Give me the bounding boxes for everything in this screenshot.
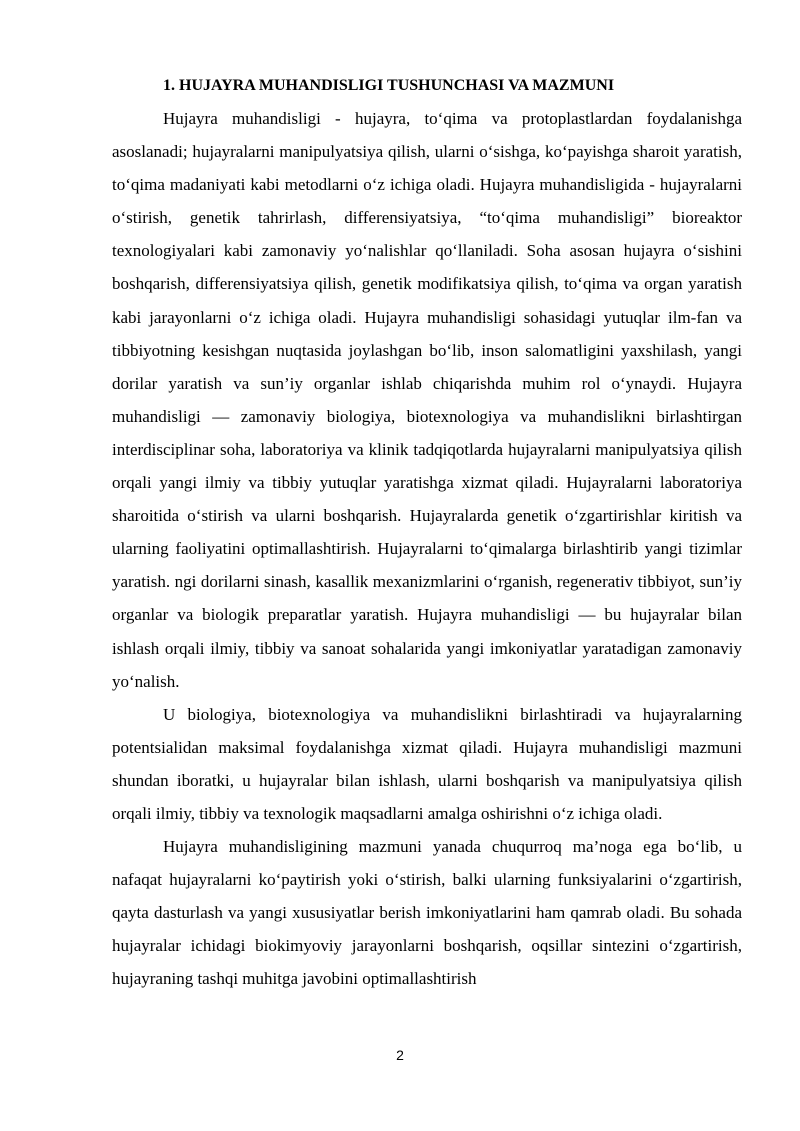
paragraph-1: Hujayra muhandisligi - hujayra, to‘qima va protoplastlardan foydalanishga asoslanadi; hujayralarni manipulyatsiya qilish, ularni o‘sishga, ko‘payishga sharoit yaratish, to‘qima madaniyati kabi metodlarni o‘z ichiga oladi. Hujayra muhandisligida - hujayralarni o‘stirish, genetik tahrirlash, differensiyatsiya, “to‘qima muhandisligi” bioreaktor texnologiyalari kabi zamonaviy yo‘nalishlar qo‘llaniladi. Soha asosan hujayra o‘sishini boshqarish, differensiyatsiya qilish, genetik modifikatsiya qilish, to‘qima va organ yaratish kabi jarayonlarni o‘z ichiga oladi. Hujayra muhandisligi sohasidagi yutuqlar ilm-fan va tibbiyotning kesishgan nuqtasida joylashgan bo‘lib, inson salomatligini yaxshilash, yangi dorilar yaratish va sun’iy organlar ishlab chiqarishda muhim rol o‘ynaydi. Hujayra muhandisligi — zamonaviy biologiya, biotexnologiya va muhandislikni birlashtirgan interdisciplinar soha, laboratoriya va klinik tadqiqotlarda hujayralarni manipulyatsiya qilish orqali yangi ilmiy va tibbiy yutuqlar yaratishga xizmat qiladi. Hujayralarni laboratoriya sharoitida o‘stirish va ularni boshqarish. Hujayralarda genetik o‘zgartirishlar kiritish va ularning faoliyatini optimallashtirish. Hujayralarni to‘qimalarga birlashtirib yangi tizimlar yaratish. ngi dorilarni sinash, kasallik mexanizmlarini o‘rganish, regenerativ tibbiyot, sun’iy organlar va biologik preparatlar yaratish. Hujayra muhandisligi — bu hujayralar bilan ishlash orqali ilmiy, tibbiy va sanoat sohalarida yangi imkoniyatlar yaratadigan zamonaviy yo‘nalish.	[112, 109, 742, 691]
paragraph-3: Hujayra muhandisligining mazmuni yanada chuqurroq ma’noga ega bo‘lib, u nafaqat hujayralarni ko‘paytirish yoki o‘stirish, balki ularning funksiyalarini o‘zgartirish, qayta dasturlash va yangi xususiyatlar berish imkoniyatlarini ham qamrab oladi. Bu sohada hujayralar ichidagi biokimyoviy jarayonlarni boshqarish, oqsillar sintezini o‘zgartirish, hujayraning tashqi muhitga javobini optimallashtirish	[112, 837, 742, 989]
body-text	[112, 102, 742, 996]
paragraph-2: U biologiya, biotexnologiya va muhandislikni birlashtiradi va hujayralarning potentsialidan maksimal foydalanishga xizmat qiladi. Hujayra muhandisligi mazmuni shundan iboratki, u hujayralar bilan ishlash, ularni boshqarish va manipulyatsiya qilish orqali ilmiy, tibbiy va texnologik maqsadlarni amalga oshirishni o‘z ichiga oladi.	[112, 704, 742, 823]
page-number: 2	[396, 1047, 404, 1063]
section-heading: 1. HUJAYRA MUHANDISLIGI TUSHUNCHASI VA MAZMUNI	[163, 77, 615, 94]
